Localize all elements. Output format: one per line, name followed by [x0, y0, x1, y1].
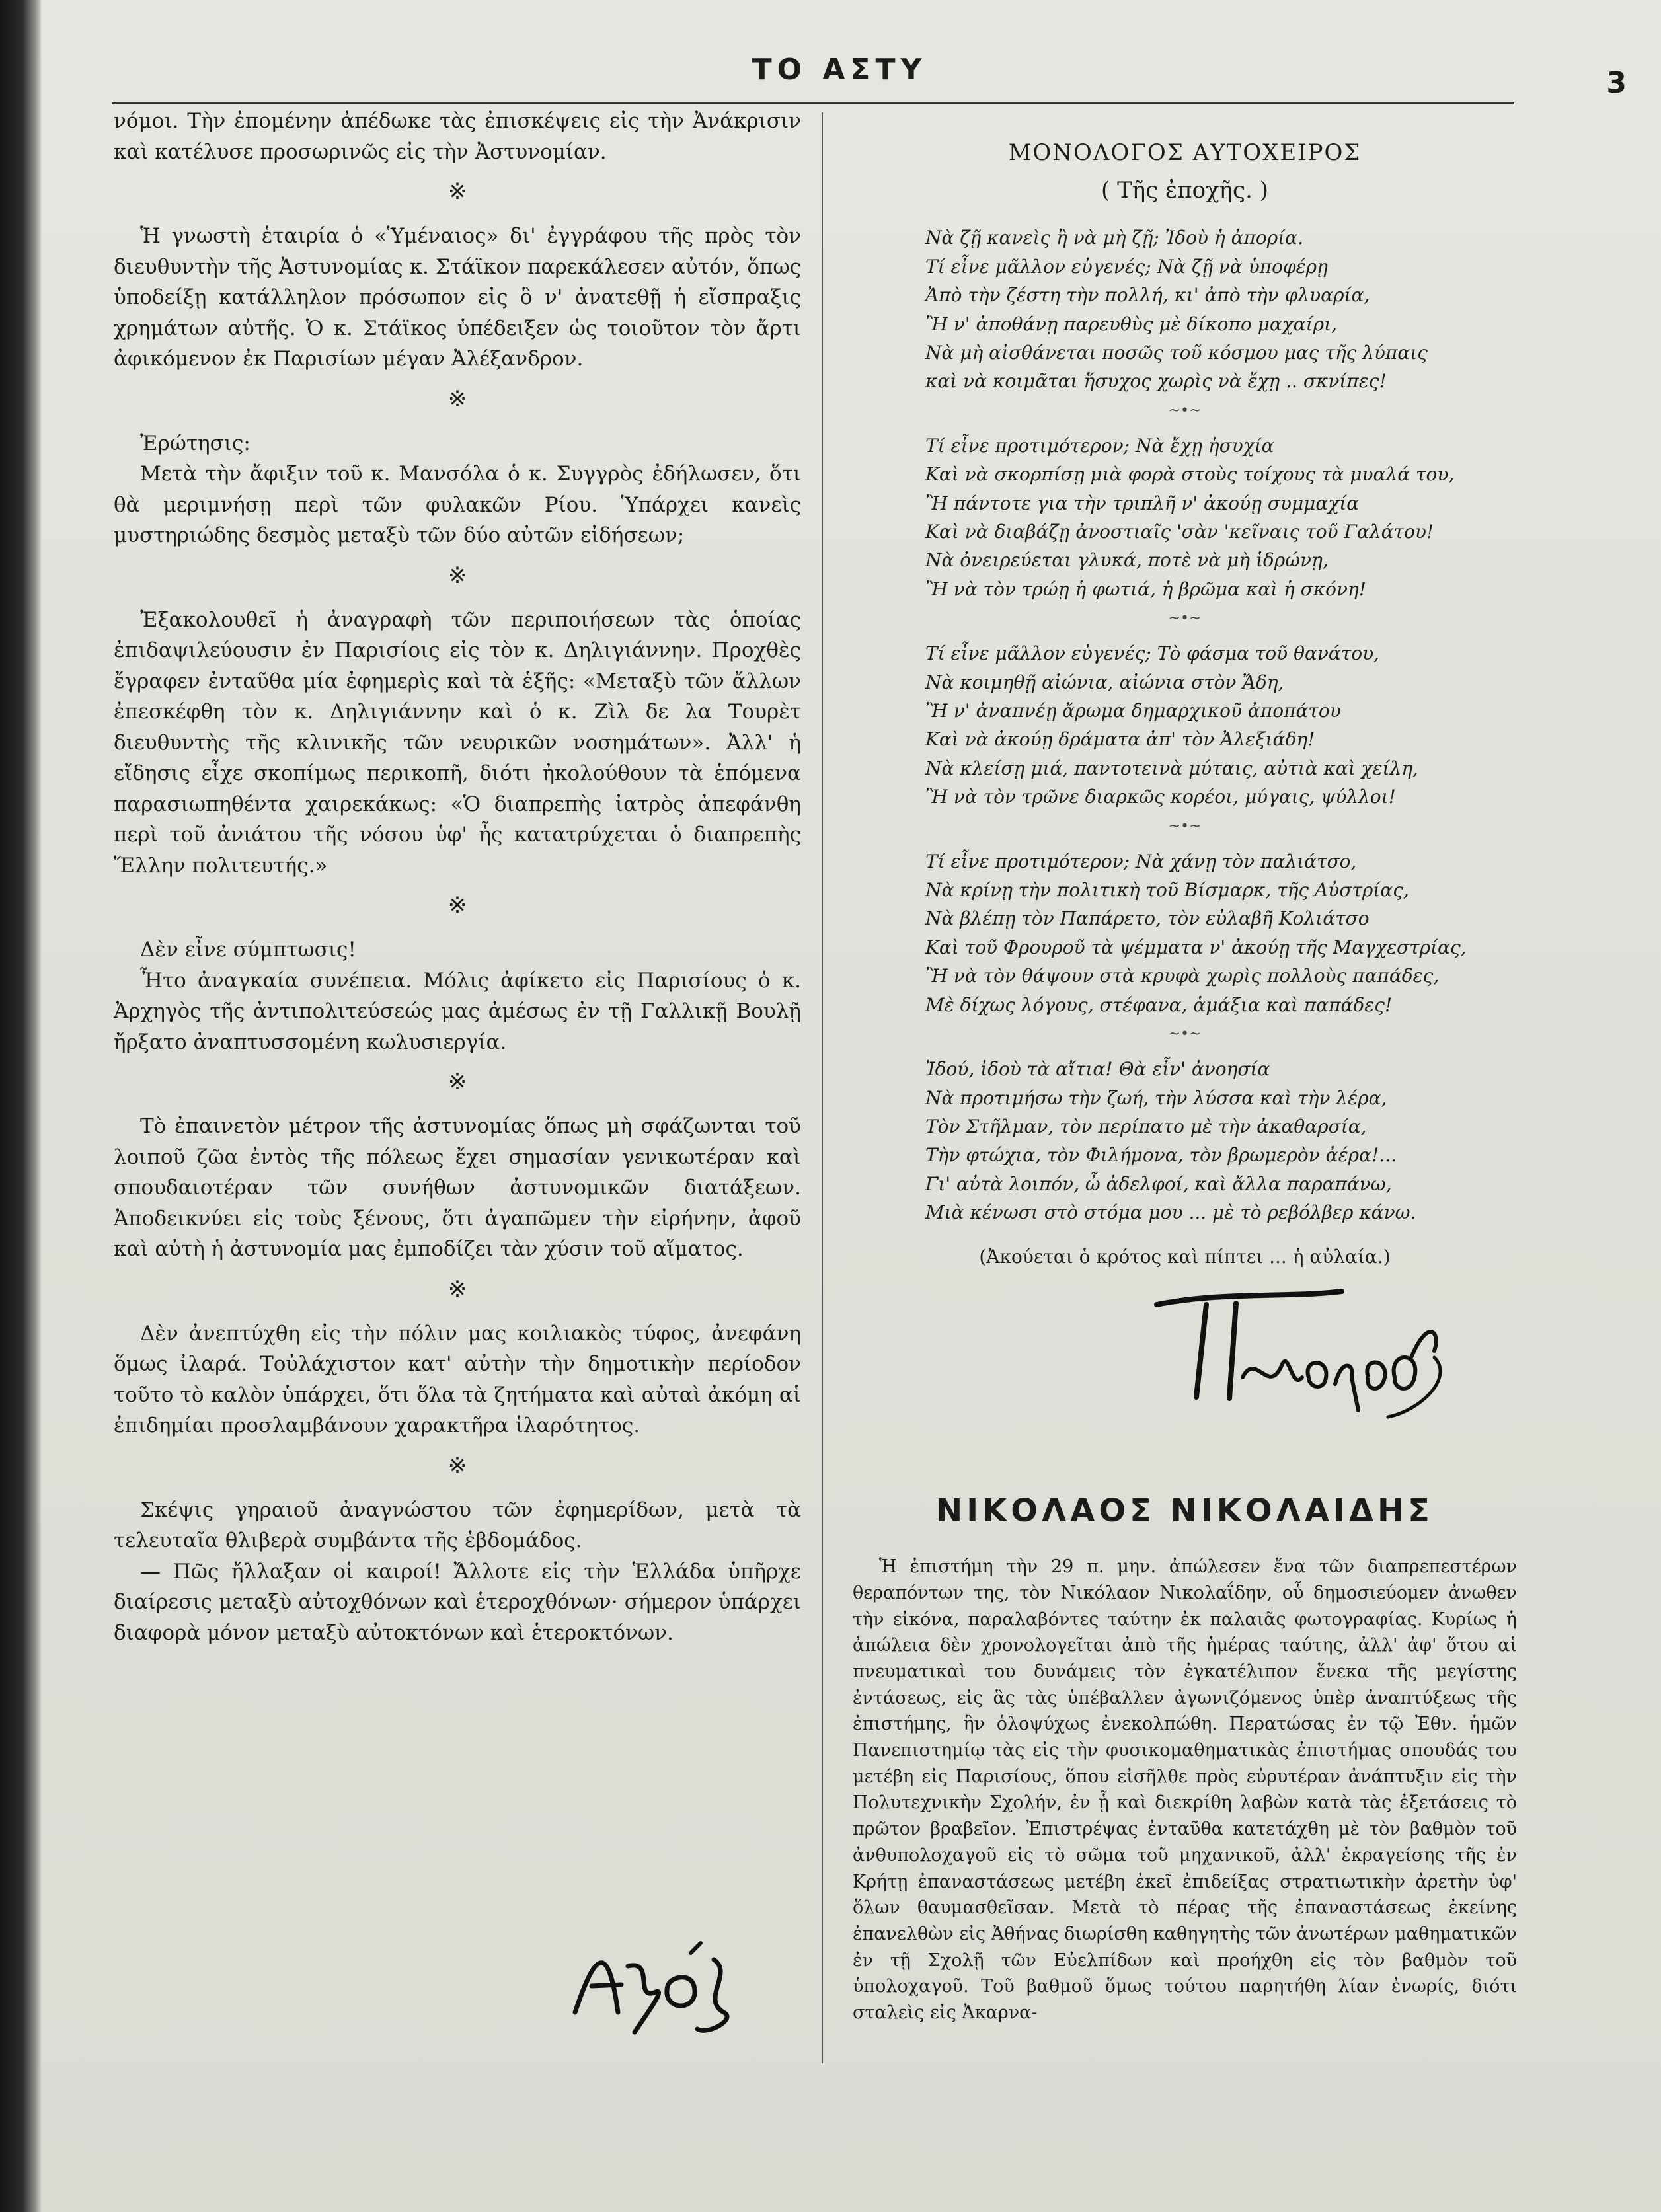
poem-line: Τὸν Στῆλμαν, τὸν περίπατο μὲ τὴν ἀκαθαρσία,	[925, 1115, 1367, 1137]
paragraph: Δὲν εἶνε σύμπτωσις!	[140, 938, 356, 962]
article-title: ΝΙΚΟΛΑΟΣ ΝΙΚΟΛΑΙΔΗΣ	[936, 1492, 1434, 1529]
poem-line: Ἢ νὰ τὸν τρῶνε διαρκῶς κορέοι, μύγαις, ψύλλοι!	[925, 786, 1396, 808]
right-column	[853, 135, 1517, 2026]
paragraph: Τὸ ἐπαινετὸν μέτρον τῆς ἀστυνομίας ὅπως μὴ σφάζωνται τοῦ λοιποῦ ζῶα ἐντὸς τῆς πόλεως ἔχει σημασίαν γενικωτέραν καὶ σπουδαιοτέραν τῶν συνήθων ἀστυνομικῶν διατάξεων. Ἀποδεικνύει εἰς τοὺς ξένους, ὅτι ἀγαπῶμεν τὴν εἰρήνην, ἀφοῦ καὶ αὐτὴ ἡ ἀστυνομία μας ἐμποδίζει τὰν χύσιν τοῦ αἵματος.	[114, 1114, 801, 1261]
stanza-ornament: ~•~	[1168, 818, 1202, 835]
poem-line: Νὰ κλείσῃ μιά, παντοτεινὰ μύταις, αὐτιὰ καὶ χείλη,	[925, 757, 1418, 779]
poem-line: Τί εἶνε προτιμότερον; Νὰ ἔχῃ ἡσυχία	[925, 434, 1274, 457]
poem-line: Νὰ βλέπῃ τὸν Παπάρετο, τὸν εὐλαβῆ Κολιάτσο	[925, 907, 1370, 930]
separator-asterism: ※	[447, 892, 467, 919]
separator-asterism: ※	[447, 385, 467, 412]
article-body: Ἡ ἐπιστήμη τὴν 29 π. μην. ἀπώλεσεν ἕνα τῶν διαπρεπεστέρων θεραπόντων της, τὸν Νικόλαον Νικολαΐδην, οὗ δημοσιεύομεν ἀνωθεν τὴν εἰκόνα, παραλαβόντες ταύτην ἐκ παλαιᾶς φωτογραφίας. Κυρίως ἡ ἀπώλεια δὲν χρονολογεῖται ἀπὸ τῆς ἡμέρας ταύτης, ἀλλ' ἀφ' ὅτου αἱ πνευματικαὶ του δυνάμεις τὸν ἐγκατέλιπον ἕνεκα τῆς μεγίστης ἐντάσεως, εἰς ἃς τὰς ὑπέβαλλεν ἀγωνιζόμενος ὑπὲρ ἀναπτύξεως τῆς ἐπιστήμης, ἣν ὁλοψύχως ἐνεκολπώθη. Περατώσας ἐν τῷ Ἐθν. ἡμῶν Πανεπιστημίῳ τὰς εἰς τὴν φυσικομαθηματικὰς ἐπιστήμας σπουδάς του μετέβη εἰς Παρισίους, ὅπου εἰσῆλθε πρὸς εὐρυτέραν ἀνάπτυξιν εἰς τὴν Πολυτεχνικὴν Σχολήν, ἐν ᾗ καὶ διεκρίθη λαβὼν κατὰ τὰς ἐξετάσεις τὸ πρῶτον βραβεῖον. Ἐπιστρέψας ἐνταῦθα κατετάχθη μὲ τὸν βαθμὸν τοῦ ἀνθυπολοχαγοῦ εἰς τὸ σῶμα τοῦ μηχανικοῦ, ἀλλ' ἐκραγείσης τῆς ἐν Κρήτῃ ἐπαναστάσεως μετέβη ἐκεῖ ἐπιδείξας στρατιωτικὴν ἀρετὴν ὑφ' ὅλων θαυμασθεῖσαν. Μετὰ τὸ πέρας τῆς ἐπαναστάσεως ἐκείνης ἐπανελθὼν εἰς Ἀθήνας διωρίσθη καθηγητὴς τῶν ἀνωτέρων μαθηματικῶν ἐν τῇ Σχολῇ τῶν Εὐελπίδων καὶ προήχθη εἰς τὸν βαθμὸν τοῦ ὑπολοχαγοῦ. Τοῦ βαθμοῦ ὅμως τούτου παρητήθη λίαν ἐνωρίς, διότι σταλεὶς εἰς Ἀκαρνα-	[853, 1556, 1517, 2023]
stanza-ornament: ~•~	[1168, 402, 1202, 419]
poem-line: Ἢ ν' ἀναπνέῃ ἄρωμα δημαρχικοῦ ἀποπάτου	[925, 700, 1341, 722]
poem-line: Τί εἶνε μᾶλλον εὐγενές; Τὸ φάσμα τοῦ θανάτου,	[925, 642, 1380, 665]
separator-asterism: ※	[447, 1276, 467, 1303]
paragraph: Ἡ γνωστὴ ἑταιρία ὁ «Ὑμέναιος» δι' ἐγγράφου τῆς πρὸς τὸν διευθυντὴν τῆς Ἀστυνομίας κ. Στάϊκον παρεκάλεσεν αὐτόν, ὅπως ὑποδείξῃ κατάλληλον πρόσωπον εἰς ὃ ν' ἀνατεθῇ ἡ εἴσπραξις χρημάτων αὐτῆς. Ὁ κ. Στάϊκος ὑπέδειξεν ὡς τοιοῦτον τὸν ἄρτι ἀφικόμενον ἐκ Παρισίων μέγαν Ἀλέξανδρον.	[114, 224, 801, 371]
poem-line: Ἢ νὰ τὸν τρώῃ ἡ φωτιά, ἡ βρῶμα καὶ ἡ σκόνη!	[925, 578, 1367, 600]
poem-line: Ἢ πάντοτε για τὴν τριπλῆ ν' ἀκούῃ συμμαχία	[925, 492, 1360, 514]
separator-asterism: ※	[447, 1452, 467, 1479]
poem-line: Μὲ δίχως λόγους, στέφανα, ἁμάξια καὶ παπάδες!	[925, 993, 1393, 1016]
poem-line: Ἢ ν' ἀποθάνῃ παρευθὺς μὲ δίκοπο μαχαίρι,	[925, 313, 1337, 335]
poem-title: ΜΟΝΟΛΟΓΟΣ ΑΥΤΟΧΕΙΡΟΣ	[1008, 139, 1362, 166]
poem-line: Ἰδού, ἰδοὺ τὰ αἴτια! Θὰ εἶν' ἀνοησία	[925, 1058, 1270, 1081]
paragraph: Δὲν ἀνεπτύχθη εἰς τὴν πόλιν μας κοιλιακὸς τύφος, ἀνεφάνη ὅμως ἰλαρά. Τοὐλάχιστον κατ' αὐτὴν τὴν δημοτικὴν περίοδον τοῦτο τὸ καλὸν ὑπάρχει, ὅτι ὅλα τὰ ζητήματα καὶ αὐταὶ ἀκόμη αἱ ἐπιδημίαι προσλαμβάνουν χαρακτῆρα ἱλαρότητος.	[114, 1321, 801, 1437]
poem-stanza	[925, 432, 1517, 603]
paragraph: — Πῶς ἤλλαξαν οἱ καιροί! Ἄλλοτε εἰς τὴν Ἑλλάδα ὑπῆρχε διαίρεσις μεταξὺ αὐτοχθόνων καὶ ἑτεροχθόνων· σήμερον ὑπάρχει διαφορὰ μόνον μεταξὺ αὐτοκτόνων καὶ ἑτεροκτόνων.	[114, 1559, 801, 1645]
poem-line: καὶ νὰ κοιμᾶται ἥσυχος χωρὶς νὰ ἔχῃ .. σκνίπες!	[925, 370, 1387, 393]
poem-line: Νὰ μὴ αἰσθάνεται ποσῶς τοῦ κόσμου μας τῆς λύπαις	[925, 341, 1428, 363]
poem-line: Μιὰ κένωσι στὸ στόμα μου ... μὲ τὸ ρεβόλβερ κάνω.	[925, 1201, 1416, 1224]
handwritten-signature-right	[853, 1278, 1517, 1424]
paragraph: Ἦτο ἀναγκαία συνέπεια. Μόλις ἀφίκετο εἰς Παρισίους ὁ κ. Ἀρχηγὸς τῆς ἀντιπολιτεύσεώς μας ἀμέσως ἐν τῇ Γαλλικῇ Βουλῇ ἤρξατο ἀναπτυσσομένη κωλυσιεργία.	[114, 968, 801, 1054]
paragraph: Ἐξακολουθεῖ ἡ ἀναγραφὴ τῶν περιποιήσεων τὰς ὁποίας ἐπιδαψιλεύουσιν ἐν Παρισίοις εἰς τὸν κ. Δηλιγιάννην. Προχθὲς ἔγραφεν ἐνταῦθα μία ἐφημερὶς καὶ τὰ ἑξῆς: «Μεταξὺ τῶν ἄλλων ἐπεσκέφθη τὸν κ. Δηλιγιάννην καὶ ὁ κ. Ζὶλ δε λα Τουρὲτ διευθυντὴς τῆς κλινικῆς τῶν νευρικῶν νοσημάτων». Ἀλλ' ἡ εἴδησις εἶχε σκοπίμως περικοπῆ, διότι ἠκολούθουν τὰ ἑπόμενα παρασιωπηθέντα χαιρεκάκως: «Ὁ διαπρεπὴς ἰατρὸς ἀπεφάνθη περὶ τοῦ ἀνιάτου τῆς νόσου ὑφ' ἧς κατατρύχεται ὁ διαπρεπὴς Ἕλλην πολιτευτής.»	[114, 607, 801, 878]
stanza-ornament: ~•~	[1168, 1026, 1202, 1043]
poem-stanza	[925, 847, 1517, 1019]
paragraph: νόμοι. Τὴν ἐπομένην ἀπέδωκε τὰς ἐπισκέψεις εἰς τὴν Ἀνάκρισιν καὶ κατέλυσε προσωρινῶς εἰς τὴν Ἀστυνομίαν.	[114, 109, 801, 164]
poem-line: Ἢ νὰ τὸν θάψουν στὰ κρυφὰ χωρὶς πολλοὺς παπάδες,	[925, 965, 1440, 987]
poem-line: Ἀπὸ τὴν ζέστη τὴν πολλή, κι' ἀπὸ τὴν φλυαρία,	[925, 284, 1370, 307]
column-divider	[822, 112, 823, 2063]
separator-asterism: ※	[447, 1069, 467, 1095]
poem-line: Τί εἶνε προτιμότερον; Νὰ χάνῃ τὸν παλιάτσο,	[925, 850, 1357, 872]
page-number: 3	[1606, 66, 1627, 100]
stanza-ornament: ~•~	[1168, 610, 1202, 627]
paragraph: Μετὰ τὴν ἄφιξιν τοῦ κ. Μανσόλα ὁ κ. Συγγρὸς ἐδήλωσεν, ὅτι θὰ μεριμνήσῃ περὶ τῶν φυλακῶν Ρίου. Ὑπάρχει κανεὶς μυστηριώδης δεσμὸς μεταξὺ τῶν δύο αὐτῶν εἰδήσεων;	[114, 462, 801, 547]
poem-line: Νὰ ζῇ κανεὶς ἢ νὰ μὴ ζῇ; Ἰδοὺ ἡ ἀπορία.	[925, 227, 1304, 249]
poem-line: Νὰ κρίνῃ τὴν πολιτικὴ τοῦ Βίσμαρκ, τῆς Αὐστρίας,	[925, 879, 1409, 901]
separator-asterism: ※	[447, 178, 467, 205]
poem-line: Καὶ νὰ ἀκούῃ δράματα ἀπ' τὸν Ἀλεξιάδη!	[925, 728, 1315, 751]
newspaper-title: ΤΟ ΑΣΤΥ	[752, 53, 927, 87]
stage-direction: (Ἀκούεται ὁ κρότος καὶ πίπτει ... ἡ αὐλαία.)	[979, 1246, 1391, 1268]
poem-line: Τὴν φτώχια, τὸν Φιλήμονα, τὸν βρωμερὸν ἀέρα!...	[925, 1144, 1397, 1166]
left-column	[114, 106, 801, 1648]
poem-line: Νὰ κοιμηθῇ αἰώνια, αἰώνια στὸν Ἄδη,	[925, 671, 1284, 693]
book-binding-edge	[0, 0, 41, 2212]
question-heading: Ἐρώτησις:	[140, 431, 251, 455]
poem-stanza	[925, 223, 1517, 395]
poem-line: Τί εἶνε μᾶλλον εὐγενές; Νὰ ζῇ νὰ ὑποφέρῃ	[925, 255, 1328, 278]
poem-stanza	[925, 639, 1517, 811]
poem-line: Καὶ τοῦ Φρουροῦ τὰ ψέμματα ν' ἀκούῃ τῆς Μαγχεστρίας,	[925, 936, 1467, 958]
handwritten-signature-left	[555, 1913, 753, 2048]
poem-line: Καὶ νὰ διαβάζῃ ἀνοστιαῖς 'σὰν 'κεῖναις τοῦ Γαλάτου!	[925, 520, 1434, 543]
header-rule	[112, 102, 1514, 104]
poem-subtitle: ( Τῆς ἐποχῆς. )	[1101, 176, 1268, 204]
paragraph: Σκέψις γηραιοῦ ἀναγνώστου τῶν ἐφημερίδων, μετὰ τὰ τελευταῖα θλιβερὰ συμβάντα τῆς ἑβδομάδος.	[114, 1498, 801, 1552]
poem-line: Νὰ προτιμήσω τὴν ζωή, τὴν λύσσα καὶ τὴν λέρα,	[925, 1087, 1387, 1109]
poem-line: Νὰ ὀνειρεύεται γλυκά, ποτὲ νὰ μὴ ἱδρώνῃ,	[925, 549, 1329, 572]
separator-asterism: ※	[447, 562, 467, 589]
poem-stanza	[925, 1055, 1517, 1227]
poem-line: Καὶ νὰ σκορπίσῃ μιὰ φορὰ στοὺς τοίχους τὰ μυαλά του,	[925, 463, 1455, 486]
poem-line: Γι' αὐτὰ λοιπόν, ὦ ἀδελφοί, καὶ ἄλλα παραπάνω,	[925, 1172, 1392, 1195]
